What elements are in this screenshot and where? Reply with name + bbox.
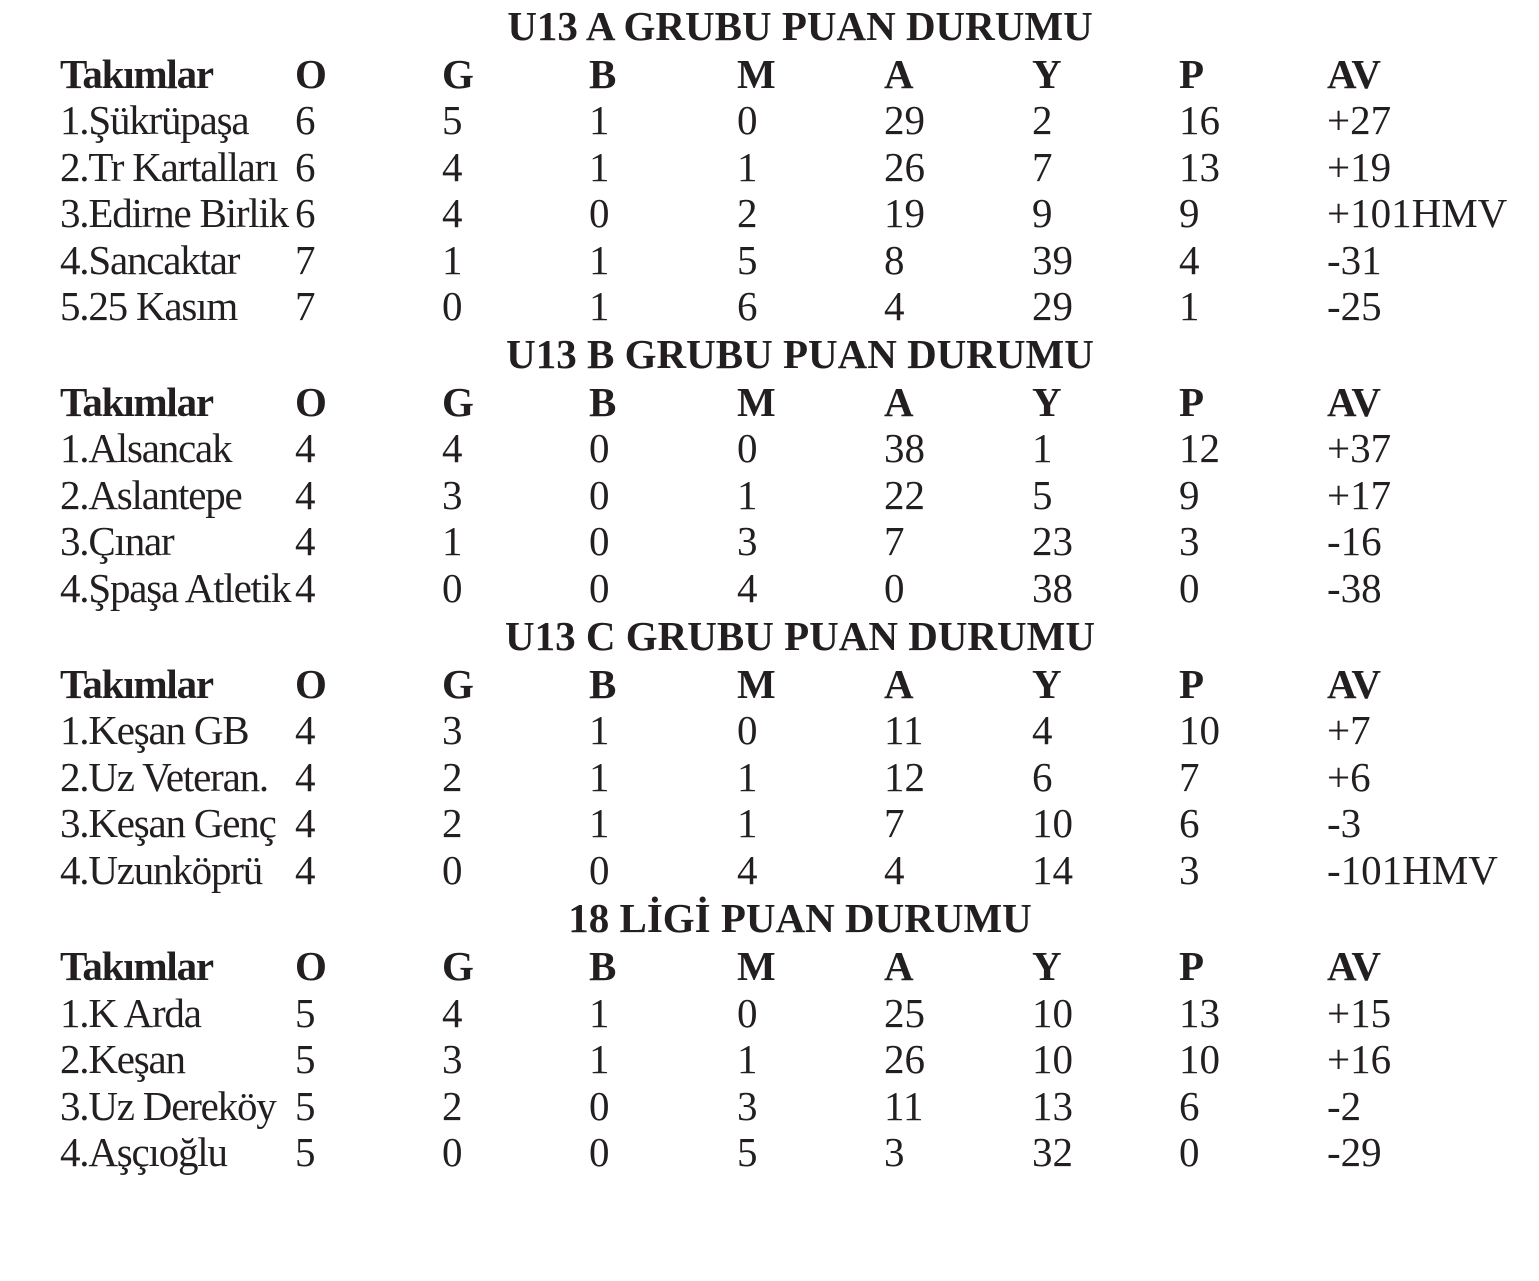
won-cell: 2 — [442, 1083, 463, 1129]
header-teams: Takımlar — [60, 379, 213, 425]
won-cell: 3 — [442, 472, 463, 518]
goals-for-cell: 4 — [884, 847, 905, 893]
played-cell: 4 — [295, 754, 316, 800]
drawn-cell: 1 — [589, 97, 610, 143]
drawn-cell: 0 — [589, 425, 610, 471]
goals-for-cell: 3 — [884, 1129, 905, 1175]
won-cell: 4 — [442, 990, 463, 1036]
won-cell: 5 — [442, 97, 463, 143]
points-cell: 7 — [1179, 754, 1200, 800]
drawn-cell: 1 — [589, 990, 610, 1036]
header-played: O — [295, 51, 327, 97]
played-cell: 4 — [295, 565, 316, 611]
won-cell: 1 — [442, 237, 463, 283]
header-points: P — [1179, 661, 1205, 707]
header-average: AV — [1327, 51, 1381, 97]
lost-cell: 1 — [737, 144, 758, 190]
header-points: P — [1179, 51, 1205, 97]
lost-cell: 3 — [737, 518, 758, 564]
points-cell: 1 — [1179, 283, 1200, 329]
header-won: G — [442, 661, 474, 707]
played-cell: 4 — [295, 847, 316, 893]
team-name-cell: 3.Keşan Genç — [60, 800, 276, 846]
average-cell: +7 — [1327, 707, 1371, 753]
average-cell: -3 — [1327, 800, 1362, 846]
header-lost: M — [737, 379, 776, 425]
lost-cell: 1 — [737, 754, 758, 800]
goals-against-cell: 10 — [1032, 1036, 1073, 1082]
won-cell: 2 — [442, 754, 463, 800]
played-cell: 5 — [295, 990, 316, 1036]
team-name-cell: 2.Aslantepe — [60, 472, 242, 518]
goals-for-cell: 4 — [884, 283, 905, 329]
average-cell: +15 — [1327, 990, 1392, 1036]
played-cell: 4 — [295, 425, 316, 471]
lost-cell: 1 — [737, 800, 758, 846]
played-cell: 4 — [295, 707, 316, 753]
header-goals-for: A — [884, 379, 914, 425]
header-played: O — [295, 661, 327, 707]
drawn-cell: 0 — [589, 1083, 610, 1129]
header-played: O — [295, 379, 327, 425]
played-cell: 4 — [295, 518, 316, 564]
table-header-row — [0, 661, 1539, 707]
table-header-row — [0, 943, 1539, 989]
points-cell: 10 — [1179, 1036, 1220, 1082]
header-teams: Takımlar — [60, 661, 213, 707]
lost-cell: 1 — [737, 472, 758, 518]
points-cell: 16 — [1179, 97, 1220, 143]
header-drawn: B — [589, 379, 617, 425]
header-teams: Takımlar — [60, 943, 213, 989]
header-lost: M — [737, 661, 776, 707]
won-cell: 4 — [442, 425, 463, 471]
goals-against-cell: 32 — [1032, 1129, 1073, 1175]
points-cell: 9 — [1179, 190, 1200, 236]
table-row — [0, 518, 1539, 564]
header-teams: Takımlar — [60, 51, 213, 97]
average-cell: +101HMV — [1327, 190, 1508, 236]
header-won: G — [442, 943, 474, 989]
table-row — [0, 190, 1539, 236]
points-cell: 6 — [1179, 800, 1200, 846]
team-name-cell: 2.Uz Veteran. — [60, 754, 268, 800]
goals-for-cell: 19 — [884, 190, 925, 236]
table-header-row — [0, 51, 1539, 97]
points-cell: 3 — [1179, 847, 1200, 893]
drawn-cell: 0 — [589, 472, 610, 518]
table-row — [0, 565, 1539, 611]
header-drawn: B — [589, 661, 617, 707]
team-name-cell: 3.Çınar — [60, 518, 174, 564]
goals-against-cell: 9 — [1032, 190, 1053, 236]
team-name-cell: 4.Şpaşa Atletik — [60, 565, 291, 611]
drawn-cell: 1 — [589, 237, 610, 283]
points-cell: 12 — [1179, 425, 1220, 471]
team-name-cell: 4.Uzunköprü — [60, 847, 263, 893]
played-cell: 4 — [295, 472, 316, 518]
lost-cell: 0 — [737, 990, 758, 1036]
header-goals-against: Y — [1032, 51, 1062, 97]
table-row — [0, 283, 1539, 329]
header-average: AV — [1327, 379, 1381, 425]
points-cell: 10 — [1179, 707, 1220, 753]
table-header-row — [0, 379, 1539, 425]
won-cell: 4 — [442, 190, 463, 236]
points-cell: 0 — [1179, 565, 1200, 611]
lost-cell: 2 — [737, 190, 758, 236]
table-row — [0, 97, 1539, 143]
points-cell: 13 — [1179, 990, 1220, 1036]
header-lost: M — [737, 51, 776, 97]
average-cell: -38 — [1327, 565, 1382, 611]
played-cell: 5 — [295, 1129, 316, 1175]
goals-for-cell: 7 — [884, 800, 905, 846]
won-cell: 0 — [442, 847, 463, 893]
lost-cell: 5 — [737, 237, 758, 283]
section-title: U13 A GRUBU PUAN DURUMU — [507, 3, 1093, 49]
section-title: U13 C GRUBU PUAN DURUMU — [505, 613, 1095, 659]
team-name-cell: 3.Uz Dereköy — [60, 1083, 276, 1129]
average-cell: -16 — [1327, 518, 1382, 564]
goals-against-cell: 10 — [1032, 990, 1073, 1036]
average-cell: +16 — [1327, 1036, 1392, 1082]
played-cell: 6 — [295, 97, 316, 143]
drawn-cell: 1 — [589, 707, 610, 753]
drawn-cell: 1 — [589, 1036, 610, 1082]
lost-cell: 0 — [737, 425, 758, 471]
table-row — [0, 1083, 1539, 1129]
average-cell: +27 — [1327, 97, 1392, 143]
goals-against-cell: 13 — [1032, 1083, 1073, 1129]
table-row — [0, 237, 1539, 283]
average-cell: -101HMV — [1327, 847, 1498, 893]
won-cell: 1 — [442, 518, 463, 564]
played-cell: 4 — [295, 800, 316, 846]
goals-for-cell: 29 — [884, 97, 925, 143]
lost-cell: 0 — [737, 97, 758, 143]
goals-for-cell: 22 — [884, 472, 925, 518]
goals-for-cell: 12 — [884, 754, 925, 800]
header-points: P — [1179, 379, 1205, 425]
drawn-cell: 0 — [589, 518, 610, 564]
goals-against-cell: 10 — [1032, 800, 1073, 846]
header-goals-against: Y — [1032, 661, 1062, 707]
header-average: AV — [1327, 661, 1381, 707]
goals-for-cell: 8 — [884, 237, 905, 283]
team-name-cell: 1.Keşan GB — [60, 707, 249, 753]
team-name-cell: 2.Tr Kartalları — [60, 144, 278, 190]
header-goals-against: Y — [1032, 379, 1062, 425]
header-points: P — [1179, 943, 1205, 989]
header-played: O — [295, 943, 327, 989]
header-drawn: B — [589, 51, 617, 97]
team-name-cell: 3.Edirne Birlik — [60, 190, 288, 236]
team-name-cell: 1.K Arda — [60, 990, 201, 1036]
goals-against-cell: 7 — [1032, 144, 1053, 190]
goals-for-cell: 11 — [884, 707, 924, 753]
average-cell: +17 — [1327, 472, 1392, 518]
table-row — [0, 425, 1539, 471]
won-cell: 0 — [442, 565, 463, 611]
team-name-cell: 2.Keşan — [60, 1036, 185, 1082]
lost-cell: 6 — [737, 283, 758, 329]
played-cell: 6 — [295, 190, 316, 236]
header-average: AV — [1327, 943, 1381, 989]
average-cell: +6 — [1327, 754, 1371, 800]
points-cell: 4 — [1179, 237, 1200, 283]
goals-for-cell: 26 — [884, 1036, 925, 1082]
won-cell: 3 — [442, 707, 463, 753]
average-cell: +37 — [1327, 425, 1392, 471]
won-cell: 4 — [442, 144, 463, 190]
goals-against-cell: 23 — [1032, 518, 1073, 564]
average-cell: -31 — [1327, 237, 1382, 283]
header-won: G — [442, 379, 474, 425]
goals-for-cell: 26 — [884, 144, 925, 190]
goals-against-cell: 39 — [1032, 237, 1073, 283]
goals-for-cell: 11 — [884, 1083, 924, 1129]
average-cell: -2 — [1327, 1083, 1362, 1129]
header-won: G — [442, 51, 474, 97]
table-row — [0, 707, 1539, 753]
played-cell: 7 — [295, 237, 316, 283]
goals-against-cell: 4 — [1032, 707, 1053, 753]
won-cell: 0 — [442, 283, 463, 329]
points-cell: 6 — [1179, 1083, 1200, 1129]
lost-cell: 0 — [737, 707, 758, 753]
won-cell: 2 — [442, 800, 463, 846]
goals-against-cell: 6 — [1032, 754, 1053, 800]
section-title: U13 B GRUBU PUAN DURUMU — [506, 331, 1094, 377]
team-name-cell: 5.25 Kasım — [60, 283, 238, 329]
goals-against-cell: 2 — [1032, 97, 1053, 143]
drawn-cell: 1 — [589, 800, 610, 846]
goals-against-cell: 38 — [1032, 565, 1073, 611]
played-cell: 6 — [295, 144, 316, 190]
drawn-cell: 0 — [589, 1129, 610, 1175]
table-row — [0, 847, 1539, 893]
drawn-cell: 0 — [589, 847, 610, 893]
goals-against-cell: 29 — [1032, 283, 1073, 329]
average-cell: -25 — [1327, 283, 1382, 329]
table-row — [0, 990, 1539, 1036]
header-goals-for: A — [884, 661, 914, 707]
table-row — [0, 144, 1539, 190]
played-cell: 7 — [295, 283, 316, 329]
goals-for-cell: 38 — [884, 425, 925, 471]
won-cell: 0 — [442, 1129, 463, 1175]
points-cell: 0 — [1179, 1129, 1200, 1175]
header-goals-against: Y — [1032, 943, 1062, 989]
points-cell: 13 — [1179, 144, 1220, 190]
lost-cell: 4 — [737, 565, 758, 611]
goals-for-cell: 25 — [884, 990, 925, 1036]
goals-against-cell: 14 — [1032, 847, 1073, 893]
table-row — [0, 754, 1539, 800]
lost-cell: 1 — [737, 1036, 758, 1082]
lost-cell: 3 — [737, 1083, 758, 1129]
points-cell: 9 — [1179, 472, 1200, 518]
drawn-cell: 1 — [589, 144, 610, 190]
average-cell: +19 — [1327, 144, 1392, 190]
drawn-cell: 1 — [589, 283, 610, 329]
header-goals-for: A — [884, 943, 914, 989]
team-name-cell: 4.Sancaktar — [60, 237, 240, 283]
team-name-cell: 4.Aşçıoğlu — [60, 1129, 227, 1175]
table-row — [0, 1036, 1539, 1082]
lost-cell: 5 — [737, 1129, 758, 1175]
drawn-cell: 0 — [589, 190, 610, 236]
drawn-cell: 0 — [589, 565, 610, 611]
played-cell: 5 — [295, 1036, 316, 1082]
lost-cell: 4 — [737, 847, 758, 893]
table-row — [0, 800, 1539, 846]
goals-against-cell: 1 — [1032, 425, 1053, 471]
won-cell: 3 — [442, 1036, 463, 1082]
team-name-cell: 1.Şükrüpaşa — [60, 97, 249, 143]
table-row — [0, 1129, 1539, 1175]
goals-for-cell: 7 — [884, 518, 905, 564]
played-cell: 5 — [295, 1083, 316, 1129]
table-row — [0, 472, 1539, 518]
header-drawn: B — [589, 943, 617, 989]
points-cell: 3 — [1179, 518, 1200, 564]
section-title: 18 LİGİ PUAN DURUMU — [568, 895, 1032, 941]
goals-for-cell: 0 — [884, 565, 905, 611]
average-cell: -29 — [1327, 1129, 1382, 1175]
goals-against-cell: 5 — [1032, 472, 1053, 518]
header-goals-for: A — [884, 51, 914, 97]
header-lost: M — [737, 943, 776, 989]
drawn-cell: 1 — [589, 754, 610, 800]
team-name-cell: 1.Alsancak — [60, 425, 232, 471]
